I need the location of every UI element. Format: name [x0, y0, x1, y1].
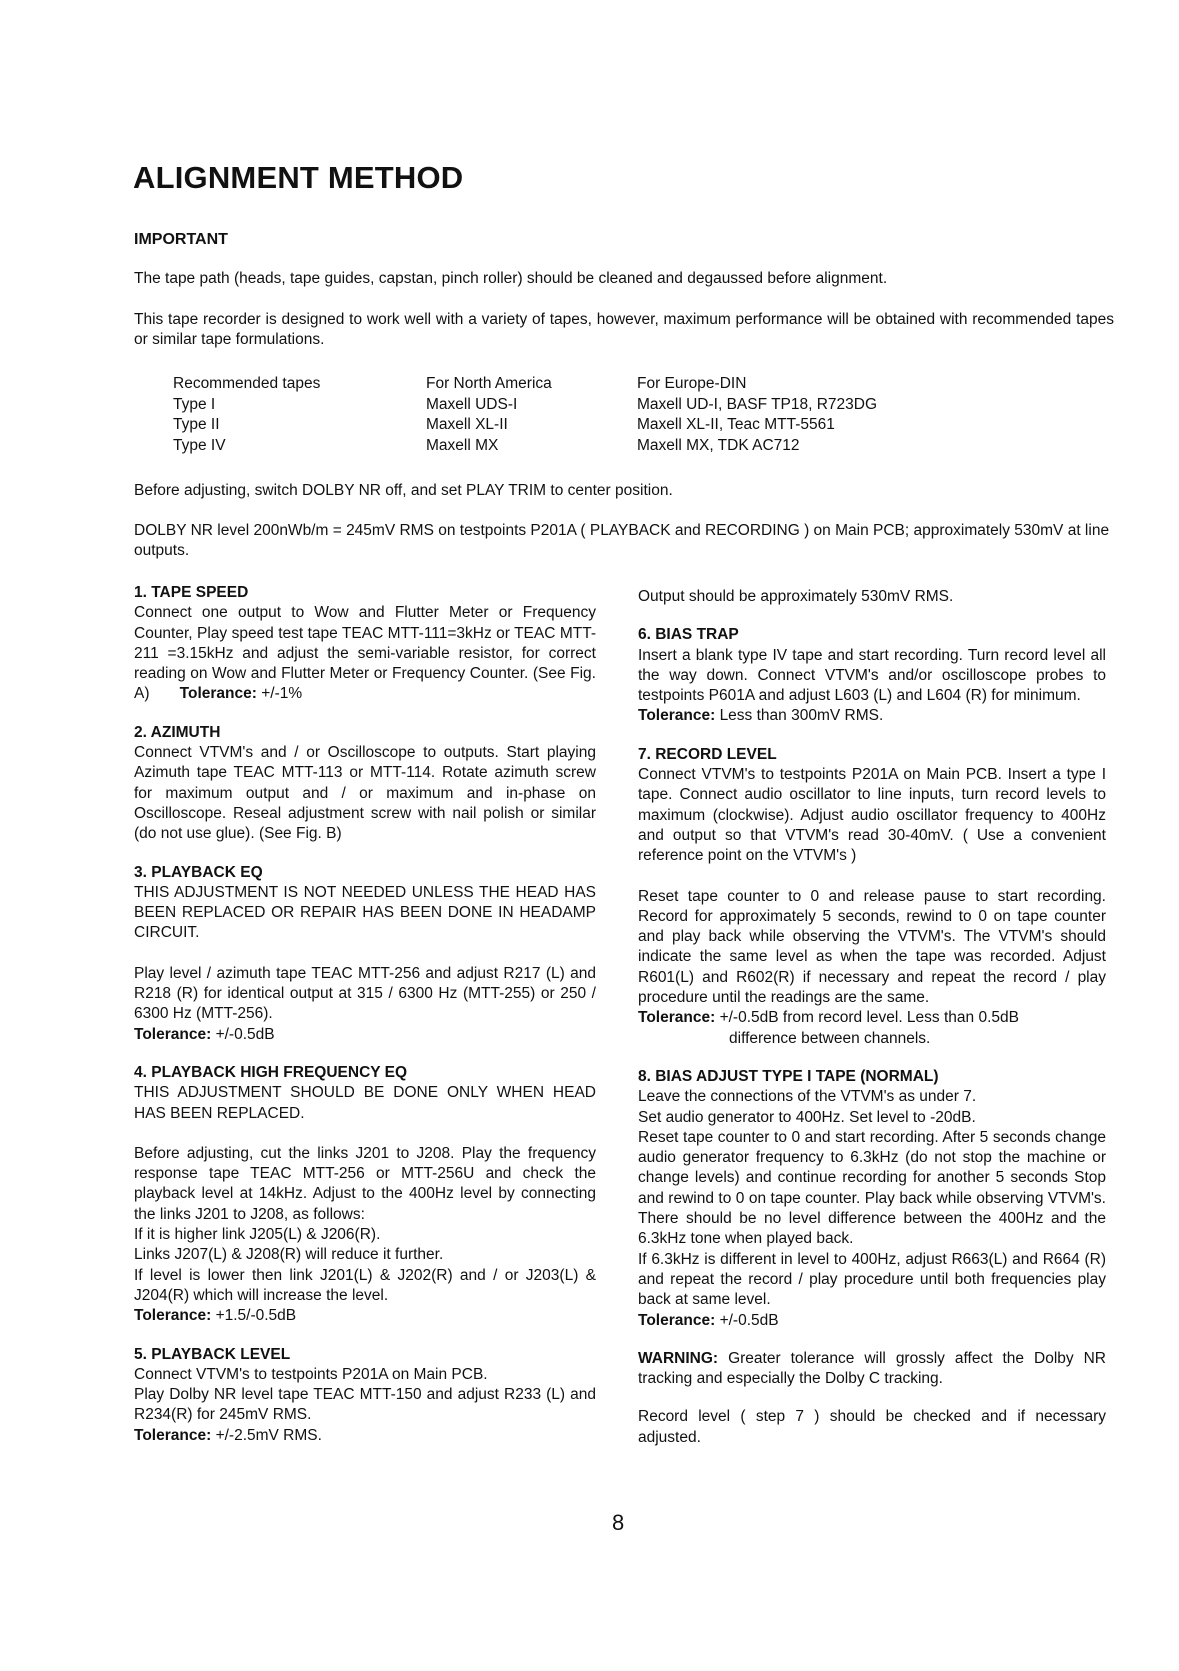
section-body: Before adjusting, cut the links J201 to J208. Play the frequency response tape TEAC MTT-256 or MTT-256U and check the playback level at 14kHz. Adjust to the 400Hz level by connecting the links J201 to J208, as follows:: [134, 1144, 596, 1223]
warning-label: WARNING:: [638, 1349, 719, 1367]
section-body: Play level / azimuth tape TEAC MTT-256 and adjust R217 (L) and R218 (R) for identical output at 315 / 6300 Hz (MTT-255) or 250 / 6300 Hz (MTT-256).: [134, 964, 596, 1023]
section-azimuth: [134, 723, 596, 845]
intro-paragraph-tapes: This tape recorder is designed to work well with a variety of tapes, however, maximum performance will be obtained with recommended tapes or similar tape formulations.: [134, 311, 1114, 348]
page-number: 8: [612, 1510, 625, 1535]
warning-note: [638, 1349, 1106, 1390]
section-body: Reset tape counter to 0 and release pause to start recording. Record for approximately 5 seconds, rewind to 0 on tape counter and play back while observing the VTVM's. The VTVM's should indicate the same level as when the tape was recorded. Adjust R601(L) and R602(R) if necessary and repeat the record / play procedure until the readings are the same.: [638, 887, 1106, 1007]
tolerance-line: [638, 1008, 1106, 1028]
table-cell: Maxell XL-II: [426, 416, 508, 433]
table-row: [173, 437, 877, 458]
tolerance-value: +/-2.5mV RMS.: [215, 1426, 322, 1444]
section-playback-eq: [134, 863, 596, 1045]
section-line: Connect VTVM's to testpoints P201A on Main PCB.: [134, 1365, 488, 1383]
table-cell: Type IV: [173, 436, 226, 454]
section-line: Play Dolby NR level tape TEAC MTT-150 and adjust R233 (L) and R234(R) for 245mV RMS.: [134, 1386, 596, 1424]
section-heading: 7. RECORD LEVEL: [638, 745, 777, 763]
table-cell: Type I: [173, 395, 216, 413]
table-header-cell: For North America: [426, 375, 552, 392]
section-heading: 1. TAPE SPEED: [134, 584, 249, 601]
section-body: [134, 603, 596, 704]
tolerance-label: Tolerance:: [638, 707, 716, 725]
warning-text: Greater tolerance will grossly affect the Dolby NR tracking and especially the Dolby C tracking.: [638, 1349, 1106, 1388]
section-body: Connect VTVM's to testpoints P201A on Main PCB. Insert a type I tape. Connect audio oscillator to line inputs, turn record levels to maximum (clockwise). Adjust audio oscillator frequency to 400Hz and output so that VTVM's read 30-40mV. ( Use a convenient reference point on the VTVM's ): [638, 766, 1106, 865]
tolerance-value: Less than 300mV RMS.: [719, 707, 884, 725]
section-line: If it is higher link J205(L) & J206(R).: [134, 1226, 381, 1244]
tolerance-label: Tolerance:: [134, 1307, 212, 1325]
intro-paragraph-before-adjusting: Before adjusting, switch DOLBY NR off, and set PLAY TRIM to center position.: [134, 482, 673, 499]
section-body: Insert a blank type IV tape and start recording. Turn record level all the way down. Connect VTVM's and/or oscilloscope probes to testpoints P601A and adjust L603 (L) and L604 (R) for minimum.: [638, 646, 1106, 705]
table-header-row: [173, 375, 877, 396]
section-line: Set audio generator to 400Hz. Set level to -20dB.: [638, 1108, 976, 1126]
page-title: ALIGNMENT METHOD: [133, 160, 464, 195]
tolerance-line: [134, 1426, 596, 1446]
section-playback-hf-eq: [134, 1063, 596, 1327]
tolerance-label: Tolerance:: [134, 1025, 212, 1043]
tolerance-value: +/-0.5dB: [719, 1311, 779, 1329]
section-line: Output should be approximately 530mV RMS.: [638, 588, 954, 605]
section-line: Leave the connections of the VTVM's as under 7.: [638, 1088, 977, 1106]
section-line: Links J207(L) & J208(R) will reduce it further.: [134, 1246, 444, 1264]
section-playback-level-continued: [638, 587, 1106, 607]
section-body-text: Connect one output to Wow and Flutter Meter or Frequency Counter, Play speed test tape TEAC MTT-111=3kHz or TEAC MTT-211 =3.15kHz and adjust the semi-variable resistor, for correct reading on Wow and Flutter Meter or Frequency Counter. (See Fig. A): [134, 604, 596, 703]
table-cell: Maxell MX, TDK AC712: [637, 436, 800, 454]
section-heading: 4. PLAYBACK HIGH FREQUENCY EQ: [134, 1063, 408, 1081]
tolerance-label: Tolerance:: [134, 1426, 212, 1444]
final-note: [638, 1407, 1106, 1448]
section-body: Reset tape counter to 0 and start recording. After 5 seconds change audio generator frequency to 6.3kHz (do not stop the machine or change levels) and continue recording for another 5 seconds Stop and rewind to 0 on tape counter. Play back while observing VTVM's. There should be no level difference between the 400Hz and the 6.3kHz tone when played back.: [638, 1128, 1106, 1248]
section-warning-caps: THIS ADJUSTMENT SHOULD BE DONE ONLY WHEN HEAD HAS BEEN REPLACED.: [134, 1084, 596, 1122]
section-bias-adjust: [638, 1067, 1106, 1331]
tolerance-value: +/-0.5dB: [215, 1025, 275, 1043]
tolerance-value: +1.5/-0.5dB: [215, 1307, 297, 1325]
intro-paragraph-cleaning: The tape path (heads, tape guides, capstan, pinch roller) should be cleaned and degaussed before alignment.: [134, 270, 888, 287]
section-line: If level is lower then link J201(L) & J202(R) and / or J203(L) & J204(R) which will increase the level.: [134, 1266, 596, 1304]
table-header-cell: Recommended tapes: [173, 375, 321, 392]
table-cell: Maxell UD-I, BASF TP18, R723DG: [637, 395, 878, 413]
table-cell: Maxell XL-II, Teac MTT-5561: [637, 416, 835, 433]
final-note-text: Record level ( step 7 ) should be checked and if necessary adjusted.: [638, 1408, 1106, 1446]
tolerance-value: +/-1%: [261, 685, 303, 703]
section-heading: 3. PLAYBACK EQ: [134, 863, 263, 881]
section-record-level: [638, 745, 1106, 1049]
tolerance-label: Tolerance:: [638, 1009, 716, 1027]
left-column: [134, 583, 596, 1464]
section-heading: 2. AZIMUTH: [134, 723, 221, 741]
section-bias-trap: [638, 625, 1106, 726]
section-heading: 6. BIAS TRAP: [638, 626, 739, 644]
table-cell: Maxell UDS-I: [426, 395, 518, 413]
table-cell: Maxell MX: [426, 436, 499, 454]
recommended-tapes-table: [173, 375, 877, 457]
tolerance-label: Tolerance:: [638, 1311, 716, 1329]
right-column: [638, 587, 1106, 1466]
section-body: If 6.3kHz is different in level to 400Hz, adjust R663(L) and R664 (R) and repeat the record / play procedure until both frequencies play back at same level.: [638, 1250, 1106, 1309]
section-body: Connect VTVM's and / or Oscilloscope to outputs. Start playing Azimuth tape TEAC MTT-113 or MTT-114. Rotate azimuth screw for maximum output and / or maximum and in-phase on Oscilloscope. Reseal adjustment screw with nail polish or similar (do not use glue). (See Fig. B): [134, 744, 596, 843]
tolerance-label: Tolerance:: [179, 685, 257, 703]
tolerance-line: [638, 706, 1106, 726]
tolerance-line: [134, 1306, 596, 1326]
section-heading: 8. BIAS ADJUST TYPE I TAPE (NORMAL): [638, 1067, 939, 1085]
tolerance-continuation: difference between channels.: [729, 1029, 931, 1047]
table-row: [173, 416, 877, 437]
section-tape-speed: [134, 583, 596, 705]
section-warning-caps: THIS ADJUSTMENT IS NOT NEEDED UNLESS THE HEAD HAS BEEN REPLACED OR REPAIR HAS BEEN DONE IN HEADAMP CIRCUIT.: [134, 883, 596, 942]
important-heading: IMPORTANT: [134, 231, 228, 248]
warning-line: [638, 1349, 1106, 1390]
tolerance-line: [134, 1025, 596, 1045]
table-cell: Type II: [173, 416, 220, 433]
section-heading: 5. PLAYBACK LEVEL: [134, 1345, 291, 1363]
intro-paragraph-dolby-level: DOLBY NR level 200nWb/m = 245mV RMS on testpoints P201A ( PLAYBACK and RECORDING ) on Main PCB; approximately 530mV at line outputs.: [134, 522, 1110, 559]
section-playback-level: [134, 1345, 596, 1446]
tolerance-line: [638, 1311, 1106, 1331]
tolerance-value: +/-0.5dB from record level. Less than 0.5dB: [719, 1009, 1019, 1027]
table-header-cell: For Europe-DIN: [637, 375, 747, 392]
table-row: [173, 396, 877, 417]
